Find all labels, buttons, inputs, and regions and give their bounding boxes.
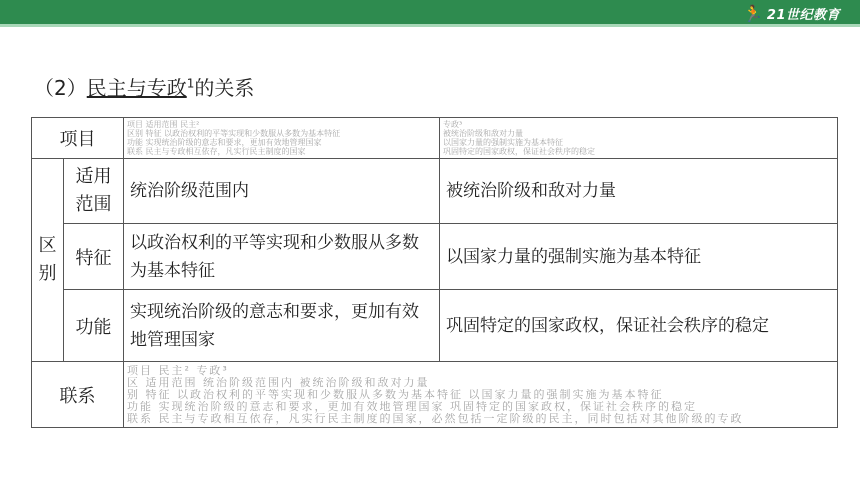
relation-row <box>32 362 838 428</box>
ghost-line: 别 特征 以政治权利的平等实现和少数服从多数为基本特征 以国家力量的强制实施为基本特征 <box>127 388 664 401</box>
ghost-line: 区 适用范围 统治阶级范围内 被统治阶级和敌对力量 <box>127 376 430 389</box>
ghost-line: 联系 民主与专政相互依存，凡实行民主制度的国家 <box>127 147 306 156</box>
ghost-line: 以国家力量的强制实施为基本特征 <box>443 138 563 147</box>
row-label-feature: 特征 <box>64 224 124 290</box>
ghost-line: 巩固特定的国家政权，保证社会秩序的稳定 <box>443 147 595 156</box>
header-bar <box>0 0 860 24</box>
ghost-line: 功能 实现统治阶级的意志和要求，更加有效地管理国家 <box>127 138 322 147</box>
dictatorship-feature: 以国家力量的强制实施为基本特征 <box>440 224 838 290</box>
ghost-line: 功能 实现统治阶级的意志和要求，更加有效地管理国家 巩固特定的国家政权，保证社会秩序的稳定 <box>127 400 697 413</box>
row-group-label: 区别 <box>38 235 57 284</box>
brand-logo <box>743 2 840 24</box>
relation-label: 联系 <box>32 362 124 428</box>
democracy-function: 实现统治阶级的意志和要求，更加有效地管理国家 <box>124 290 440 362</box>
header-item-cell <box>32 118 124 159</box>
democracy-feature: 以政治权利的平等实现和少数服从多数为基本特征 <box>124 224 440 290</box>
row-label-function: 功能 <box>64 290 124 362</box>
row-group-cell <box>32 159 64 362</box>
heading-title: 民主与专政 <box>86 76 187 100</box>
table-row <box>32 290 838 362</box>
heading-suffix: 的关系 <box>194 76 255 100</box>
dictatorship-scope: 被统治阶级和敌对力量 <box>440 159 838 224</box>
ghost-line: 联系 民主与专政相互依存，凡实行民主制度的国家，必然包括一定阶级的民主，同时包括对其他阶级的专政 <box>127 412 744 425</box>
table-row <box>32 224 838 290</box>
row-label-scope: 适用范围 <box>64 159 124 224</box>
header-item-label: 项目 <box>56 125 100 151</box>
table-header-row <box>32 118 838 159</box>
dictatorship-function: 巩固特定的国家政权，保证社会秩序的稳定 <box>440 290 838 362</box>
ghost-line: 专政³ <box>443 120 463 129</box>
section-heading <box>34 72 254 101</box>
ghost-relation-cell <box>124 362 838 428</box>
comparison-table <box>31 117 838 428</box>
ghost-line: 被统治阶级和敌对力量 <box>443 129 523 138</box>
democracy-scope: 统治阶级范围内 <box>124 159 440 224</box>
heading-superscript: 1 <box>186 76 195 91</box>
ghost-header-right <box>440 118 838 159</box>
logo-text: 21世纪教育 <box>766 7 840 23</box>
ghost-line: 项目 适用范围 民主² <box>127 120 200 129</box>
table-row <box>32 159 838 224</box>
header-accent-line <box>0 24 860 27</box>
ghost-line: 项目 民主² 专政³ <box>127 364 229 377</box>
heading-prefix: （2） <box>34 76 87 100</box>
ghost-line: 区别 特征 以政治权利的平等实现和少数服从多数为基本特征 <box>127 129 341 138</box>
runner-logo-icon: 🏃 <box>742 3 763 23</box>
ghost-header-left <box>124 118 440 159</box>
